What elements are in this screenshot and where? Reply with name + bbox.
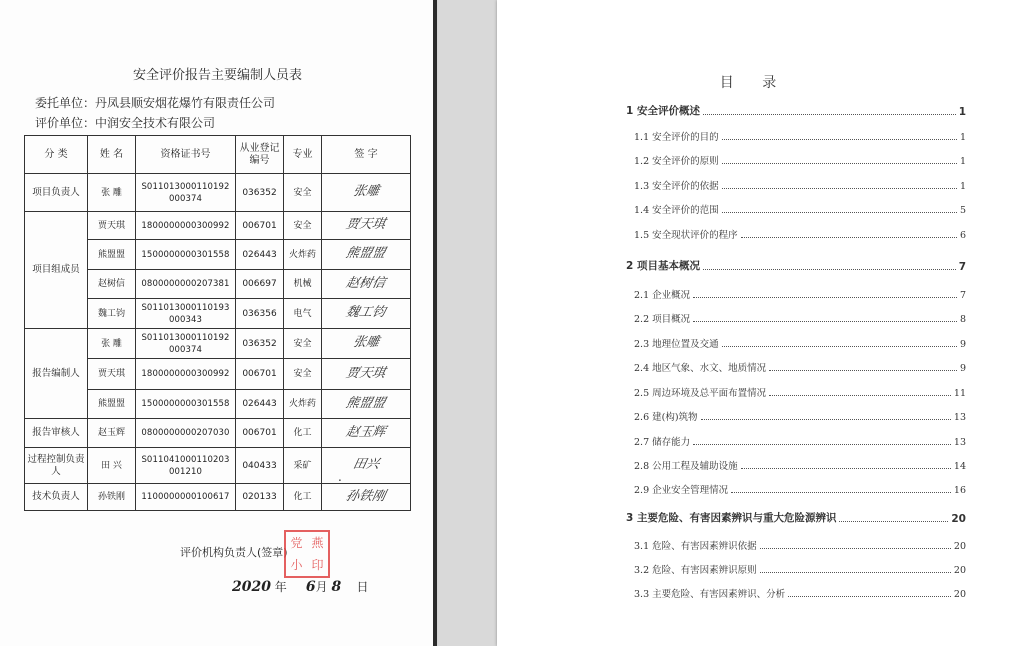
toc-entry-title: 2.5 周边环境及总平面布置情况	[634, 388, 767, 399]
toc-leader-dots	[731, 492, 951, 493]
date-line	[232, 578, 369, 595]
toc-entry-title: 3.1 危险、有害因素辨识依据	[634, 541, 757, 552]
header-major: 专业	[284, 136, 322, 174]
toc-section-entry[interactable]	[634, 458, 966, 472]
toc-page-number: 6	[959, 230, 966, 241]
major-cell: 化工	[284, 484, 322, 511]
toc-leader-dots	[769, 370, 957, 371]
reg-cell: 006697	[236, 270, 284, 299]
header-reg: 从业登记编号	[236, 136, 284, 174]
toc-leader-dots	[722, 139, 957, 140]
date-year-label: 年	[274, 580, 287, 594]
signature-cell	[322, 212, 411, 240]
toc-section-entry[interactable]	[634, 178, 966, 192]
toc-section-entry[interactable]	[634, 153, 966, 167]
name-cell: 贾天琪	[88, 212, 136, 240]
signature-cell	[322, 270, 411, 299]
signature-tail: .	[338, 470, 342, 484]
toc-chapter-entry[interactable]	[626, 510, 966, 525]
name-cell: 孙铁刚	[88, 484, 136, 511]
handwritten-signature: 张雕	[351, 335, 381, 350]
signature-cell	[322, 174, 411, 212]
toc-entry-title: 2.8 公用工程及辅助设施	[634, 461, 738, 472]
toc-entry-title: 3.2 危险、有害因素辨识原则	[634, 565, 757, 576]
toc-leader-dots	[760, 548, 951, 549]
toc-entry-title: 2.7 储存能力	[634, 437, 691, 448]
date-day-label: 日	[356, 580, 369, 594]
toc-page-number: 13	[953, 412, 966, 423]
toc-page-number: 1	[958, 106, 966, 118]
toc-section-entry[interactable]	[634, 562, 966, 576]
toc-section-entry[interactable]	[634, 482, 966, 496]
signature-cell	[322, 419, 411, 448]
table-row	[25, 174, 411, 212]
toc-leader-dots	[703, 269, 956, 270]
reg-cell: 006701	[236, 212, 284, 240]
major-cell: 安全	[284, 212, 322, 240]
reg-cell: 036352	[236, 329, 284, 359]
table-row	[25, 329, 411, 359]
evaluator-line: 评价单位：中润安全技术有限公司	[35, 116, 216, 130]
name-cell: 熊盟盟	[88, 390, 136, 419]
toc-leader-dots	[722, 212, 957, 213]
red-seal	[284, 530, 330, 578]
toc-entry-title: 1.2 安全评价的原则	[634, 156, 719, 167]
major-cell: 机械	[284, 270, 322, 299]
category-cell: 项目组成员	[25, 212, 88, 329]
major-cell: 安全	[284, 174, 322, 212]
toc-entry-title: 2.2 项目概况	[634, 314, 691, 325]
toc-entry-title: 1.4 安全评价的范围	[634, 205, 719, 216]
toc-page-number: 8	[959, 314, 966, 325]
toc-leader-dots	[703, 114, 956, 115]
category-cell: 过程控制负责人	[25, 448, 88, 484]
toc-chapter-entry[interactable]	[626, 103, 966, 118]
handwritten-signature: 熊盟盟	[344, 246, 388, 261]
signature-cell	[322, 484, 411, 511]
toc-entry-title: 1.1 安全评价的目的	[634, 132, 719, 143]
table-header-row	[25, 136, 411, 174]
header-cert: 资格证书号	[136, 136, 236, 174]
major-cell: 采矿	[284, 448, 322, 484]
handwritten-signature: 田兴	[351, 457, 381, 472]
handwritten-signature: 贾天琪	[344, 217, 388, 232]
name-cell: 贾天琪	[88, 359, 136, 390]
toc-section-entry[interactable]	[634, 227, 966, 241]
reg-cell: 026443	[236, 240, 284, 270]
toc-entry-title: 2.6 建(构)筑物	[634, 412, 698, 423]
cert-cell: 0800000000207381	[136, 270, 236, 299]
toc-page-number: 9	[959, 363, 966, 374]
toc-page-number: 7	[958, 261, 966, 273]
cert-cell: S011041000110203 001210	[136, 448, 236, 484]
toc-page-number: 1	[959, 132, 966, 143]
date-year-handwritten: 2020	[232, 579, 271, 595]
toc-leader-dots	[839, 521, 948, 522]
toc-entry-title: 3.3 主要危险、有害因素辨识、分析	[634, 589, 786, 600]
toc-leader-dots	[722, 188, 957, 189]
signature-cell	[322, 359, 411, 390]
category-cell: 报告编制人	[25, 329, 88, 419]
seal-char: 燕	[311, 536, 324, 550]
name-cell: 张 雕	[88, 174, 136, 212]
toc-entry-title: 3 主要危险、有害因素辨识与重大危险源辨识	[626, 512, 837, 524]
header-signature: 签 字	[322, 136, 411, 174]
name-cell: 田 兴	[88, 448, 136, 484]
cert-cell: 1800000000300992	[136, 212, 236, 240]
signature-cell	[322, 329, 411, 359]
cert-cell: S011013000110193 000343	[136, 299, 236, 329]
toc-page-number: 1	[959, 156, 966, 167]
signature-cell	[322, 240, 411, 270]
seal-char: 党	[290, 536, 303, 550]
toc-leader-dots	[741, 237, 957, 238]
name-cell: 赵树信	[88, 270, 136, 299]
table-body	[25, 174, 411, 511]
toc-page-number: 20	[953, 565, 966, 576]
date-month-label: 月	[315, 580, 328, 594]
director-label: 评价机构负责人(签章)	[180, 546, 288, 559]
toc-entry-title: 2.1 企业概况	[634, 290, 691, 301]
cert-cell: 1500000000301558	[136, 390, 236, 419]
toc-leader-dots	[741, 468, 951, 469]
header-name: 姓 名	[88, 136, 136, 174]
cert-cell: 1800000000300992	[136, 359, 236, 390]
toc-page-number: 20	[953, 589, 966, 600]
toc-section-entry[interactable]	[634, 336, 966, 350]
toc-page-number: 14	[953, 461, 966, 472]
toc-page-number: 1	[959, 181, 966, 192]
handwritten-signature: 魏工钧	[344, 305, 388, 320]
reg-cell: 036356	[236, 299, 284, 329]
toc-section-entry[interactable]	[634, 434, 966, 448]
client-line: 委托单位：丹凤县顺安烟花爆竹有限责任公司	[35, 96, 276, 110]
name-cell: 张 雕	[88, 329, 136, 359]
toc-leader-dots	[693, 297, 957, 298]
handwritten-signature: 赵树信	[344, 275, 388, 291]
toc-leader-dots	[769, 395, 951, 396]
toc-page-number: 7	[959, 290, 966, 301]
toc-entry-title: 2.4 地区气象、水文、地质情况	[634, 363, 767, 374]
handwritten-signature: 孙铁刚	[344, 488, 388, 504]
table-row	[25, 484, 411, 511]
category-cell: 技术负责人	[25, 484, 88, 511]
date-month-handwritten: 6	[305, 579, 316, 595]
reg-cell: 040433	[236, 448, 284, 484]
toc-section-entry[interactable]	[634, 287, 966, 301]
form-title: 安全评价报告主要编制人员表	[132, 68, 302, 83]
signature-cell	[322, 390, 411, 419]
toc-entry-title: 1.3 安全评价的依据	[634, 181, 719, 192]
cert-cell: 1500000000301558	[136, 240, 236, 270]
toc-section-entry[interactable]	[634, 538, 966, 552]
toc-page-number: 11	[953, 388, 966, 399]
handwritten-signature: 张雕	[351, 184, 381, 199]
toc-title: 目 录	[719, 75, 789, 91]
table-row	[25, 448, 411, 484]
name-cell: 魏工钧	[88, 299, 136, 329]
toc-entry-title: 1 安全评价概述	[626, 105, 700, 117]
name-cell: 熊盟盟	[88, 240, 136, 270]
toc-section-entry[interactable]	[634, 311, 966, 325]
reg-cell: 026443	[236, 390, 284, 419]
toc-leader-dots	[701, 419, 951, 420]
toc-leader-dots	[693, 444, 951, 445]
date-day-handwritten: 8	[331, 579, 342, 595]
toc-section-entry[interactable]	[634, 385, 966, 399]
handwritten-signature: 熊盟盟	[344, 395, 388, 411]
table-row	[25, 212, 411, 240]
toc-leader-dots	[788, 596, 951, 597]
toc-entry-title: 2.9 企业安全管理情况	[634, 485, 729, 496]
cert-cell: 1100000000100617	[136, 484, 236, 511]
major-cell: 安全	[284, 329, 322, 359]
toc-entry-title: 2 项目基本概况	[626, 260, 700, 272]
toc-section-entry[interactable]	[634, 360, 966, 374]
handwritten-signature: 赵玉辉	[344, 424, 388, 440]
staff-table	[24, 135, 411, 511]
reg-cell: 006701	[236, 359, 284, 390]
toc-entry-title: 1.5 安全现状评价的程序	[634, 230, 738, 241]
header-category: 分 类	[25, 136, 88, 174]
cert-cell: S011013000110192 000374	[136, 174, 236, 212]
seal-char: 小	[290, 558, 303, 572]
page-gutter	[433, 0, 437, 646]
toc-page-number: 16	[953, 485, 966, 496]
major-cell: 火炸药	[284, 390, 322, 419]
category-cell: 项目负责人	[25, 174, 88, 212]
major-cell: 化工	[284, 419, 322, 448]
toc-page-number: 5	[959, 205, 966, 216]
seal-char: 印	[311, 558, 324, 572]
table-row	[25, 419, 411, 448]
toc-entry-title: 2.3 地理位置及交通	[634, 339, 719, 350]
toc-page-number: 9	[959, 339, 966, 350]
cert-cell: S011013000110192 000374	[136, 329, 236, 359]
toc-leader-dots	[693, 321, 957, 322]
toc-section-entry[interactable]	[634, 409, 966, 423]
toc-page-number: 20	[951, 513, 966, 525]
toc-leader-dots	[760, 572, 951, 573]
reg-cell: 020133	[236, 484, 284, 511]
signature-cell	[322, 299, 411, 329]
name-cell: 赵玉辉	[88, 419, 136, 448]
reg-cell: 006701	[236, 419, 284, 448]
toc-chapter-entry[interactable]	[626, 258, 966, 273]
category-cell: 报告审核人	[25, 419, 88, 448]
toc-page-number: 13	[953, 437, 966, 448]
toc-section-entry[interactable]	[634, 202, 966, 216]
toc-leader-dots	[722, 163, 957, 164]
major-cell: 电气	[284, 299, 322, 329]
major-cell: 安全	[284, 359, 322, 390]
toc-section-entry[interactable]	[634, 129, 966, 143]
toc-page-number: 20	[953, 541, 966, 552]
cert-cell: 0800000000207030	[136, 419, 236, 448]
major-cell: 火炸药	[284, 240, 322, 270]
toc-leader-dots	[722, 346, 957, 347]
reg-cell: 036352	[236, 174, 284, 212]
toc-section-entry[interactable]	[634, 586, 966, 600]
signature-cell	[322, 448, 411, 484]
handwritten-signature: 贾天琪	[344, 365, 388, 381]
